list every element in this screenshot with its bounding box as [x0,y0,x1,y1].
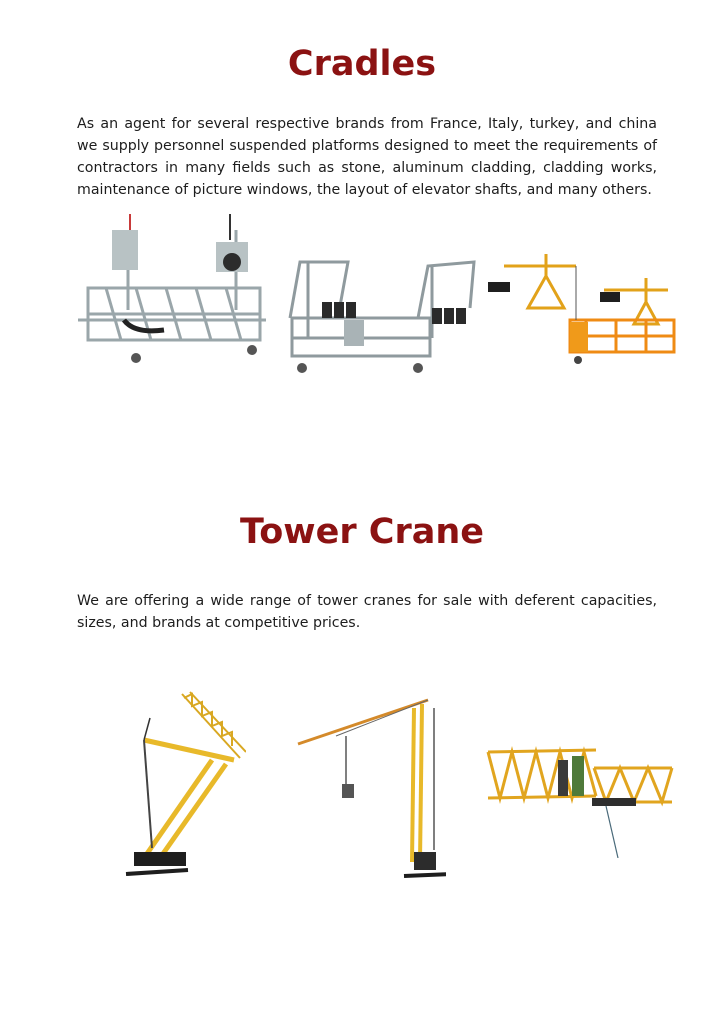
cradle-photo-orange [486,252,678,370]
cradle-photo-galvanized [76,210,268,370]
crane-photo-folding [122,688,246,884]
tower-crane-paragraph: We are offering a wide range of tower cranes for sale with deferent capacities, sizes, and brands at competitive prices. [77,593,657,631]
cradles-title: Cradles [287,44,437,84]
cradle-photo-counterweights [278,258,484,378]
crane-photo-jib-workers [486,742,674,858]
crane-photo-tower [296,694,446,884]
cradles-paragraph: As an agent for several respective brands from France, Italy, turkey, and china we supply personnel suspended platforms designed to meet the requirements of contractors in many fields such as stone, aluminum cladding, cladding works, maintenance of picture windows, the layout of elevator shafts, and many others. [77,116,657,198]
tower-crane-title: Tower Crane [239,512,484,552]
